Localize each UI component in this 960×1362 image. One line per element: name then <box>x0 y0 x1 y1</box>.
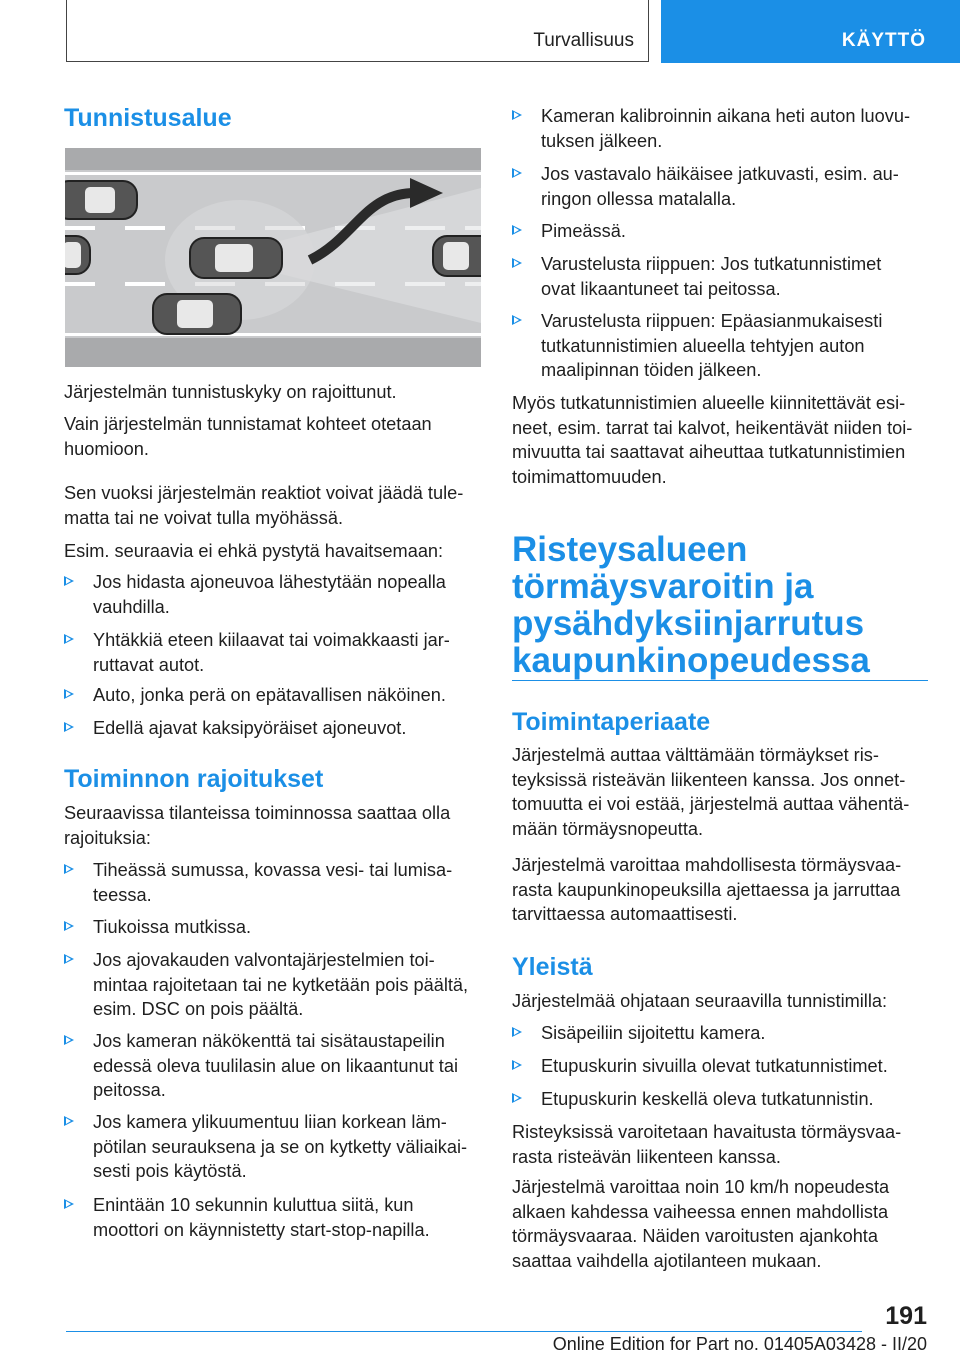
text-line: Esim. seuraavia ei ehkä pystytä havaitsemaan: <box>64 541 444 561</box>
car-bottom <box>153 294 241 334</box>
text-line: rasta risteävän liikenteen kanssa. <box>512 1146 781 1167</box>
triangle-bullet-icon <box>64 921 74 931</box>
footer-edition: Online Edition for Part no. 01405A03428 - II/20 <box>552 1334 927 1354</box>
text-line: Järjestelmä auttaa välttämään törmäykset ris‐ <box>512 745 879 765</box>
heading-line: Risteysalueen <box>512 530 748 569</box>
triangle-bullet-icon <box>64 1035 74 1045</box>
text-line: Järjestelmä varoittaa noin 10 km/h nopeudesta <box>512 1177 890 1197</box>
text-line: mään törmäysnopeutta. <box>512 818 704 839</box>
text-line: teyksissä risteävän liikenteen kanssa. Jos onnet‐ <box>512 769 906 790</box>
car-center <box>190 238 282 278</box>
road-edge-top <box>65 172 481 175</box>
triangle-bullet-icon <box>512 225 522 235</box>
header-section-box <box>66 0 649 62</box>
detection-area-figure <box>65 148 481 367</box>
paragraph <box>64 481 463 530</box>
text-line: toimimattomuuden. <box>512 466 667 487</box>
road-edge-bottom <box>65 333 481 336</box>
triangle-bullet-icon <box>64 1116 74 1126</box>
heading-line: kaupunkinopeudessa <box>512 641 870 680</box>
triangle-bullet-icon <box>64 954 74 964</box>
header-chapter-title: KÄYTTÖ <box>841 30 926 51</box>
footer-divider <box>66 1331 862 1332</box>
paragraph <box>512 391 912 489</box>
text-line: törmäysvaaraa. Näiden varoitusten ajankohta <box>512 1226 878 1246</box>
main-heading <box>512 531 870 679</box>
text-line: alkaen kahdessa vaiheessa ennen mahdollista <box>512 1201 889 1222</box>
triangle-bullet-icon <box>512 1093 522 1103</box>
text-line: Järjestelmän tunnistuskyky on rajoittunut. <box>64 382 397 402</box>
heading-toiminnon-rajoitukset: Toiminnon rajoitukset <box>64 765 324 793</box>
page-number: 191 <box>885 1302 927 1330</box>
text-line: huomioon. <box>64 438 149 459</box>
car-mid-left <box>65 236 90 274</box>
text-line: tarvittaessa automaattisesti. <box>512 904 738 924</box>
heading-line: pysähdyksiinjarrutus <box>512 604 865 643</box>
text-line: rajoituksia: <box>64 827 151 848</box>
triangle-bullet-icon <box>64 1199 74 1209</box>
triangle-bullet-icon <box>64 576 74 586</box>
paragraph <box>512 1175 889 1273</box>
text-line: neet, esim. tarrat tai kalvot, heikentävät niiden toi‐ <box>512 417 913 438</box>
header-section-title: Turvallisuus <box>533 30 634 51</box>
triangle-bullet-icon <box>64 689 74 699</box>
paragraph <box>64 412 432 461</box>
text-line: Myös tutkatunnistimien alueelle kiinnitettävät esi‐ <box>512 393 906 413</box>
triangle-bullet-icon <box>512 258 522 268</box>
heading-divider <box>512 680 928 681</box>
text-line: matta tai ne voivat tulla myöhässä. <box>64 507 344 528</box>
heading-line: törmäysvaroitin ja <box>512 567 814 606</box>
paragraph <box>512 853 901 927</box>
text-line: Järjestelmä varoittaa mahdollisesta törmäysvaa‐ <box>512 855 902 875</box>
triangle-bullet-icon <box>64 864 74 874</box>
car-top-left <box>65 181 137 219</box>
car-right <box>433 236 481 276</box>
text-line: Seuraavissa tilanteissa toiminnossa saattaa olla <box>64 803 451 823</box>
text-line: Vain järjestelmän tunnistamat kohteet otetaan <box>64 414 432 434</box>
triangle-bullet-icon <box>512 315 522 325</box>
text-line: Sen vuoksi järjestelmän reaktiot voivat jäädä tule‐ <box>64 483 464 503</box>
heading-toimintaperiaate: Toimintaperiaate <box>512 708 711 736</box>
header-chapter-tab <box>661 0 960 63</box>
detection-area-illustration <box>65 148 481 367</box>
paragraph <box>64 539 443 564</box>
heading-tunnistusalue: Tunnistusalue <box>64 104 232 132</box>
triangle-bullet-icon <box>512 1027 522 1037</box>
triangle-bullet-icon <box>64 722 74 732</box>
paragraph <box>64 801 450 850</box>
paragraph <box>512 743 909 841</box>
text-line: rasta kaupunkinopeuksilla ajettaessa ja jarruttaa <box>512 879 901 900</box>
triangle-bullet-icon <box>512 1060 522 1070</box>
heading-yleista: Yleistä <box>512 953 593 981</box>
text-line: Järjestelmää ohjataan seuraavilla tunnistimilla: <box>512 991 888 1011</box>
triangle-bullet-icon <box>512 168 522 178</box>
text-line: tomuutta ei voi estää, järjestelmä auttaa vähentä‐ <box>512 794 910 814</box>
text-line: Risteyksissä varoitetaan havaitusta törmäysvaa‐ <box>512 1122 902 1142</box>
paragraph <box>512 1120 901 1169</box>
triangle-bullet-icon <box>64 634 74 644</box>
paragraph <box>512 989 887 1014</box>
text-line: saattaa vaihdella ajotilanteen mukaan. <box>512 1250 822 1271</box>
triangle-bullet-icon <box>512 110 522 120</box>
paragraph <box>64 380 397 405</box>
text-line: mivuutta tai saattavat aiheuttaa tutkatunnistimien <box>512 442 906 462</box>
